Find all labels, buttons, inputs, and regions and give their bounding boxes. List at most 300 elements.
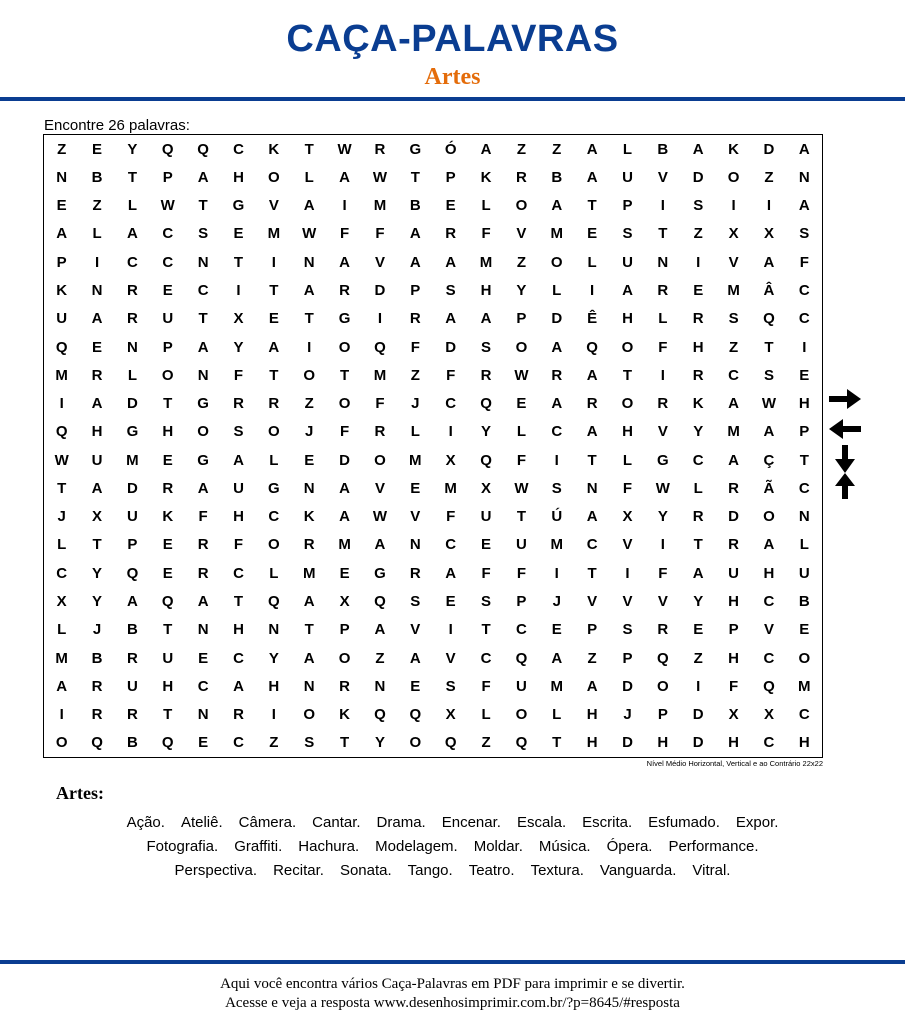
grid-cell[interactable]: F bbox=[233, 536, 244, 554]
grid-cell[interactable]: E bbox=[445, 197, 456, 215]
grid-cell[interactable]: A bbox=[91, 395, 103, 413]
grid-cell[interactable]: P bbox=[799, 423, 810, 441]
grid-cell[interactable]: N bbox=[268, 621, 280, 639]
grid-cell[interactable]: A bbox=[409, 253, 421, 271]
grid-cell[interactable]: L bbox=[552, 706, 562, 724]
grid-cell[interactable]: R bbox=[126, 649, 138, 667]
grid-cell[interactable]: Z bbox=[516, 140, 526, 158]
grid-cell[interactable]: P bbox=[622, 197, 633, 215]
grid-cell[interactable]: A bbox=[339, 508, 350, 526]
grid-cell[interactable]: L bbox=[587, 253, 597, 271]
grid-cell[interactable]: R bbox=[515, 168, 527, 186]
grid-cell[interactable]: O bbox=[338, 338, 351, 356]
grid-cell[interactable]: T bbox=[693, 536, 703, 554]
grid-cell[interactable]: C bbox=[480, 649, 492, 667]
grid-cell[interactable]: Q bbox=[161, 734, 174, 752]
grid-cell[interactable]: A bbox=[728, 451, 739, 469]
grid-cell[interactable]: Y bbox=[481, 423, 492, 441]
grid-cell[interactable]: R bbox=[233, 395, 244, 413]
grid-cell[interactable]: A bbox=[91, 479, 103, 497]
grid-cell[interactable]: V bbox=[657, 168, 668, 186]
grid-cell[interactable]: N bbox=[798, 168, 810, 186]
grid-cell[interactable]: Z bbox=[304, 395, 314, 413]
grid-cell[interactable]: V bbox=[445, 649, 456, 667]
grid-cell[interactable]: I bbox=[766, 197, 772, 215]
grid-cell[interactable]: N bbox=[197, 366, 209, 384]
grid-cell[interactable]: W bbox=[655, 479, 670, 497]
grid-cell[interactable]: N bbox=[126, 338, 138, 356]
grid-cell[interactable]: E bbox=[268, 310, 279, 328]
grid-cell[interactable]: Ê bbox=[587, 310, 598, 328]
grid-cell[interactable]: I bbox=[307, 338, 312, 356]
grid-cell[interactable]: A bbox=[409, 649, 421, 667]
grid-cell[interactable]: Ó bbox=[444, 140, 457, 158]
grid-cell[interactable]: N bbox=[409, 536, 421, 554]
grid-cell[interactable]: W bbox=[372, 508, 388, 526]
grid-cell[interactable]: I bbox=[802, 338, 807, 356]
grid-cell[interactable]: M bbox=[479, 253, 493, 271]
grid-cell[interactable]: O bbox=[303, 706, 316, 724]
grid-cell[interactable]: N bbox=[197, 253, 209, 271]
grid-cell[interactable]: A bbox=[303, 281, 315, 299]
grid-cell[interactable]: S bbox=[445, 281, 456, 299]
grid-cell[interactable]: Z bbox=[764, 168, 774, 186]
grid-cell[interactable]: E bbox=[410, 677, 421, 695]
grid-cell[interactable]: G bbox=[338, 310, 351, 328]
grid-cell[interactable]: D bbox=[126, 395, 138, 413]
grid-cell[interactable]: E bbox=[799, 621, 810, 639]
grid-cell[interactable]: A bbox=[551, 338, 563, 356]
grid-cell[interactable]: U bbox=[56, 310, 68, 328]
grid-cell[interactable]: R bbox=[268, 395, 280, 413]
grid-cell[interactable]: R bbox=[657, 395, 669, 413]
grid-cell[interactable]: N bbox=[303, 479, 315, 497]
grid-cell[interactable]: R bbox=[197, 564, 209, 582]
grid-cell[interactable]: A bbox=[197, 168, 209, 186]
grid-cell[interactable]: Q bbox=[91, 734, 103, 752]
grid-cell[interactable]: R bbox=[728, 536, 739, 554]
grid-cell[interactable]: I bbox=[377, 310, 383, 328]
grid-cell[interactable]: C bbox=[126, 253, 138, 271]
grid-cell[interactable]: P bbox=[516, 310, 527, 328]
grid-cell[interactable]: N bbox=[197, 621, 209, 639]
grid-cell[interactable]: L bbox=[693, 479, 703, 497]
grid-cell[interactable]: S bbox=[622, 225, 633, 243]
grid-cell[interactable]: K bbox=[728, 140, 739, 158]
grid-cell[interactable]: X bbox=[92, 508, 103, 526]
grid-cell[interactable]: C bbox=[586, 536, 598, 554]
grid-cell[interactable]: E bbox=[693, 621, 704, 639]
grid-cell[interactable]: R bbox=[586, 395, 598, 413]
grid-cell[interactable]: G bbox=[268, 479, 280, 497]
grid-cell[interactable]: N bbox=[657, 253, 669, 271]
grid-cell[interactable]: M bbox=[550, 225, 564, 243]
grid-cell[interactable]: C bbox=[162, 253, 174, 271]
grid-cell[interactable]: A bbox=[586, 366, 598, 384]
grid-cell[interactable]: Q bbox=[126, 564, 139, 582]
grid-cell[interactable]: Z bbox=[57, 140, 67, 158]
grid-cell[interactable]: V bbox=[728, 253, 739, 271]
grid-cell[interactable]: Y bbox=[374, 734, 385, 752]
grid-cell[interactable]: M bbox=[55, 649, 68, 667]
grid-cell[interactable]: R bbox=[233, 706, 244, 724]
grid-cell[interactable]: T bbox=[163, 621, 173, 639]
grid-cell[interactable]: W bbox=[302, 225, 317, 243]
grid-cell[interactable]: F bbox=[375, 395, 385, 413]
grid-cell[interactable]: Y bbox=[92, 592, 103, 610]
grid-cell[interactable]: P bbox=[587, 621, 598, 639]
grid-cell[interactable]: U bbox=[126, 677, 138, 695]
grid-cell[interactable]: H bbox=[268, 677, 280, 695]
grid-cell[interactable]: T bbox=[410, 168, 420, 186]
grid-cell[interactable]: A bbox=[268, 338, 280, 356]
grid-cell[interactable]: X bbox=[233, 310, 244, 328]
grid-cell[interactable]: R bbox=[551, 366, 563, 384]
grid-cell[interactable]: R bbox=[126, 706, 138, 724]
grid-cell[interactable]: H bbox=[233, 621, 244, 639]
grid-cell[interactable]: B bbox=[657, 140, 669, 158]
grid-cell[interactable]: P bbox=[657, 706, 668, 724]
grid-cell[interactable]: B bbox=[126, 734, 138, 752]
grid-cell[interactable]: M bbox=[727, 423, 740, 441]
grid-cell[interactable]: O bbox=[338, 395, 351, 413]
grid-cell[interactable]: M bbox=[409, 451, 422, 469]
grid-cell[interactable]: V bbox=[516, 225, 527, 243]
grid-cell[interactable]: Z bbox=[729, 338, 739, 356]
grid-cell[interactable]: A bbox=[197, 592, 209, 610]
grid-cell[interactable]: A bbox=[233, 677, 244, 695]
grid-cell[interactable]: Q bbox=[515, 649, 528, 667]
grid-cell[interactable]: I bbox=[554, 564, 559, 582]
grid-cell[interactable]: E bbox=[92, 338, 103, 356]
grid-cell[interactable]: D bbox=[728, 508, 739, 526]
grid-cell[interactable]: D bbox=[551, 310, 563, 328]
grid-cell[interactable]: M bbox=[302, 564, 316, 582]
grid-cell[interactable]: P bbox=[127, 536, 138, 554]
grid-cell[interactable]: Q bbox=[161, 140, 174, 158]
grid-cell[interactable]: D bbox=[692, 168, 704, 186]
grid-cell[interactable]: A bbox=[798, 140, 810, 158]
grid-cell[interactable]: F bbox=[233, 366, 244, 384]
grid-cell[interactable]: H bbox=[728, 734, 739, 752]
grid-cell[interactable]: M bbox=[727, 281, 740, 299]
grid-cell[interactable]: H bbox=[728, 649, 739, 667]
grid-cell[interactable]: V bbox=[587, 592, 598, 610]
grid-cell[interactable]: N bbox=[798, 508, 810, 526]
grid-cell[interactable]: O bbox=[798, 649, 811, 667]
grid-cell[interactable]: T bbox=[57, 479, 67, 497]
grid-cell[interactable]: I bbox=[271, 706, 276, 724]
grid-cell[interactable]: L bbox=[410, 423, 420, 441]
grid-cell[interactable]: C bbox=[233, 649, 244, 667]
grid-cell[interactable]: T bbox=[304, 140, 314, 158]
grid-cell[interactable]: N bbox=[374, 677, 386, 695]
grid-cell[interactable]: O bbox=[515, 706, 528, 724]
grid-cell[interactable]: A bbox=[445, 310, 457, 328]
grid-cell[interactable]: Q bbox=[197, 140, 209, 158]
grid-cell[interactable]: T bbox=[233, 592, 244, 610]
grid-cell[interactable]: I bbox=[342, 197, 347, 215]
grid-cell[interactable]: M bbox=[550, 677, 564, 695]
grid-cell[interactable]: R bbox=[480, 366, 492, 384]
grid-cell[interactable]: L bbox=[799, 536, 809, 554]
grid-cell[interactable]: R bbox=[657, 281, 669, 299]
grid-cell[interactable]: T bbox=[340, 734, 350, 752]
grid-cell[interactable]: C bbox=[728, 366, 739, 384]
grid-cell[interactable]: A bbox=[409, 225, 421, 243]
grid-cell[interactable]: T bbox=[92, 536, 102, 554]
grid-cell[interactable]: Q bbox=[657, 649, 669, 667]
grid-cell[interactable]: E bbox=[162, 451, 173, 469]
grid-cell[interactable]: T bbox=[587, 451, 597, 469]
grid-cell[interactable]: T bbox=[587, 564, 597, 582]
grid-cell[interactable]: Y bbox=[233, 338, 244, 356]
grid-cell[interactable]: U bbox=[162, 310, 174, 328]
grid-cell[interactable]: L bbox=[57, 536, 67, 554]
grid-cell[interactable]: A bbox=[56, 677, 68, 695]
grid-cell[interactable]: A bbox=[763, 423, 775, 441]
grid-cell[interactable]: H bbox=[233, 168, 244, 186]
grid-cell[interactable]: C bbox=[445, 395, 457, 413]
grid-cell[interactable]: A bbox=[126, 592, 138, 610]
grid-cell[interactable]: E bbox=[481, 536, 492, 554]
grid-cell[interactable]: T bbox=[481, 621, 491, 639]
grid-cell[interactable]: C bbox=[162, 225, 174, 243]
grid-cell[interactable]: E bbox=[92, 140, 103, 158]
grid-cell[interactable]: R bbox=[162, 479, 174, 497]
grid-cell[interactable]: I bbox=[448, 423, 453, 441]
grid-cell[interactable]: H bbox=[728, 592, 739, 610]
grid-cell[interactable]: S bbox=[410, 592, 421, 610]
grid-cell[interactable]: L bbox=[481, 197, 491, 215]
grid-cell[interactable]: O bbox=[338, 649, 351, 667]
grid-cell[interactable]: E bbox=[445, 592, 456, 610]
grid-cell[interactable]: A bbox=[551, 395, 563, 413]
grid-cell[interactable]: V bbox=[763, 621, 774, 639]
grid-cell[interactable]: P bbox=[410, 281, 421, 299]
grid-cell[interactable]: D bbox=[622, 734, 633, 752]
grid-cell[interactable]: O bbox=[515, 197, 528, 215]
grid-cell[interactable]: I bbox=[271, 253, 276, 271]
grid-cell[interactable]: L bbox=[304, 168, 314, 186]
grid-cell[interactable]: C bbox=[197, 677, 209, 695]
grid-cell[interactable]: O bbox=[303, 366, 316, 384]
grid-cell[interactable]: J bbox=[57, 508, 66, 526]
grid-cell[interactable]: C bbox=[197, 281, 209, 299]
grid-cell[interactable]: Q bbox=[409, 706, 422, 724]
grid-cell[interactable]: M bbox=[267, 225, 281, 243]
grid-cell[interactable]: R bbox=[303, 536, 315, 554]
grid-cell[interactable]: V bbox=[268, 197, 279, 215]
grid-cell[interactable]: E bbox=[516, 395, 527, 413]
grid-cell[interactable]: A bbox=[445, 564, 457, 582]
grid-cell[interactable]: P bbox=[56, 253, 67, 271]
grid-cell[interactable]: C bbox=[763, 592, 775, 610]
grid-cell[interactable]: R bbox=[374, 423, 386, 441]
grid-cell[interactable]: T bbox=[552, 734, 562, 752]
grid-cell[interactable]: C bbox=[798, 281, 810, 299]
grid-cell[interactable]: C bbox=[56, 564, 68, 582]
grid-cell[interactable]: L bbox=[269, 564, 279, 582]
grid-cell[interactable]: A bbox=[339, 168, 350, 186]
grid-cell[interactable]: Q bbox=[55, 338, 68, 356]
grid-cell[interactable]: C bbox=[233, 564, 244, 582]
grid-cell[interactable]: B bbox=[91, 168, 103, 186]
grid-cell[interactable]: N bbox=[197, 706, 209, 724]
grid-cell[interactable]: T bbox=[233, 253, 244, 271]
grid-cell[interactable]: U bbox=[798, 564, 810, 582]
grid-cell[interactable]: E bbox=[693, 281, 704, 299]
grid-cell[interactable]: R bbox=[91, 706, 103, 724]
grid-cell[interactable]: H bbox=[480, 281, 492, 299]
grid-cell[interactable]: Y bbox=[657, 508, 668, 526]
grid-cell[interactable]: O bbox=[268, 423, 280, 441]
grid-cell[interactable]: Z bbox=[269, 734, 279, 752]
grid-cell[interactable]: L bbox=[57, 621, 67, 639]
grid-cell[interactable]: T bbox=[127, 168, 137, 186]
grid-cell[interactable]: E bbox=[551, 621, 562, 639]
grid-cell[interactable]: P bbox=[445, 168, 456, 186]
grid-cell[interactable]: O bbox=[550, 253, 563, 271]
grid-cell[interactable]: W bbox=[372, 168, 388, 186]
grid-cell[interactable]: Z bbox=[410, 366, 420, 384]
grid-cell[interactable]: V bbox=[374, 253, 385, 271]
grid-cell[interactable]: A bbox=[445, 253, 457, 271]
grid-cell[interactable]: J bbox=[305, 423, 314, 441]
grid-cell[interactable]: A bbox=[91, 310, 103, 328]
grid-cell[interactable]: X bbox=[728, 225, 739, 243]
grid-cell[interactable]: A bbox=[763, 536, 775, 554]
grid-cell[interactable]: A bbox=[622, 281, 633, 299]
grid-cell[interactable]: Q bbox=[480, 451, 492, 469]
grid-cell[interactable]: M bbox=[373, 366, 387, 384]
grid-cell[interactable]: Q bbox=[480, 395, 492, 413]
grid-cell[interactable]: S bbox=[763, 366, 774, 384]
grid-cell[interactable]: Z bbox=[552, 140, 562, 158]
grid-cell[interactable]: F bbox=[446, 366, 456, 384]
grid-cell[interactable]: D bbox=[126, 479, 138, 497]
grid-cell[interactable]: R bbox=[374, 140, 386, 158]
grid-cell[interactable]: T bbox=[340, 366, 350, 384]
grid-cell[interactable]: D bbox=[374, 281, 386, 299]
grid-cell[interactable]: H bbox=[586, 734, 598, 752]
grid-cell[interactable]: I bbox=[696, 253, 701, 271]
grid-cell[interactable]: X bbox=[445, 451, 456, 469]
grid-cell[interactable]: O bbox=[161, 366, 174, 384]
grid-cell[interactable]: U bbox=[162, 649, 174, 667]
grid-cell[interactable]: M bbox=[550, 536, 564, 554]
grid-cell[interactable]: R bbox=[692, 508, 704, 526]
grid-cell[interactable]: H bbox=[692, 338, 704, 356]
grid-cell[interactable]: E bbox=[410, 479, 421, 497]
grid-cell[interactable]: A bbox=[551, 649, 563, 667]
grid-cell[interactable]: O bbox=[727, 168, 740, 186]
grid-cell[interactable]: S bbox=[481, 338, 492, 356]
grid-cell[interactable]: I bbox=[59, 395, 64, 413]
grid-cell[interactable]: M bbox=[338, 536, 351, 554]
grid-cell[interactable]: A bbox=[197, 338, 209, 356]
grid-cell[interactable]: N bbox=[586, 479, 598, 497]
grid-cell[interactable]: C bbox=[515, 621, 527, 639]
grid-cell[interactable]: P bbox=[622, 649, 633, 667]
grid-cell[interactable]: T bbox=[198, 310, 208, 328]
grid-cell[interactable]: A bbox=[374, 621, 386, 639]
grid-cell[interactable]: K bbox=[303, 508, 315, 526]
grid-cell[interactable]: T bbox=[304, 310, 314, 328]
grid-cell[interactable]: Q bbox=[444, 734, 457, 752]
grid-cell[interactable]: I bbox=[448, 621, 453, 639]
grid-cell[interactable]: V bbox=[410, 621, 421, 639]
grid-cell[interactable]: R bbox=[409, 564, 421, 582]
grid-cell[interactable]: X bbox=[622, 508, 633, 526]
grid-cell[interactable]: I bbox=[660, 366, 665, 384]
grid-cell[interactable]: E bbox=[198, 649, 209, 667]
grid-cell[interactable]: K bbox=[56, 281, 68, 299]
grid-cell[interactable]: A bbox=[233, 451, 244, 469]
grid-cell[interactable]: V bbox=[622, 592, 633, 610]
grid-cell[interactable]: W bbox=[54, 451, 69, 469]
grid-cell[interactable]: U bbox=[622, 168, 633, 186]
grid-cell[interactable]: E bbox=[198, 734, 209, 752]
grid-cell[interactable]: Ã bbox=[763, 479, 775, 497]
grid-cell[interactable]: M bbox=[55, 366, 68, 384]
grid-cell[interactable]: Q bbox=[374, 338, 386, 356]
grid-cell[interactable]: D bbox=[622, 677, 633, 695]
grid-cell[interactable]: F bbox=[481, 564, 491, 582]
grid-cell[interactable]: A bbox=[303, 197, 315, 215]
grid-cell[interactable]: Q bbox=[763, 677, 775, 695]
grid-cell[interactable]: I bbox=[625, 564, 630, 582]
grid-cell[interactable]: R bbox=[409, 310, 421, 328]
grid-cell[interactable]: H bbox=[798, 734, 810, 752]
grid-cell[interactable]: E bbox=[339, 564, 350, 582]
grid-cell[interactable]: H bbox=[622, 423, 633, 441]
grid-cell[interactable]: A bbox=[586, 508, 598, 526]
grid-cell[interactable]: L bbox=[658, 310, 668, 328]
grid-cell[interactable]: E bbox=[587, 225, 598, 243]
grid-cell[interactable]: J bbox=[623, 706, 632, 724]
grid-cell[interactable]: R bbox=[197, 536, 209, 554]
grid-cell[interactable]: X bbox=[728, 706, 739, 724]
grid-cell[interactable]: A bbox=[303, 649, 315, 667]
grid-cell[interactable]: F bbox=[446, 508, 456, 526]
grid-cell[interactable]: X bbox=[481, 479, 492, 497]
grid-cell[interactable]: S bbox=[728, 310, 739, 328]
grid-cell[interactable]: O bbox=[621, 338, 634, 356]
grid-cell[interactable]: F bbox=[481, 225, 491, 243]
grid-cell[interactable]: A bbox=[480, 140, 492, 158]
grid-cell[interactable]: Y bbox=[268, 649, 279, 667]
grid-cell[interactable]: O bbox=[197, 423, 209, 441]
grid-cell[interactable]: T bbox=[163, 706, 173, 724]
grid-cell[interactable]: R bbox=[692, 310, 704, 328]
grid-cell[interactable]: L bbox=[622, 451, 633, 469]
grid-cell[interactable]: A bbox=[339, 479, 350, 497]
grid-cell[interactable]: Y bbox=[516, 281, 527, 299]
grid-cell[interactable]: H bbox=[91, 423, 103, 441]
grid-cell[interactable]: I bbox=[59, 706, 64, 724]
grid-cell[interactable]: C bbox=[445, 536, 457, 554]
grid-cell[interactable]: R bbox=[91, 677, 103, 695]
grid-cell[interactable]: Z bbox=[587, 649, 597, 667]
grid-cell[interactable]: M bbox=[126, 451, 139, 469]
grid-cell[interactable]: F bbox=[658, 564, 668, 582]
grid-cell[interactable]: K bbox=[162, 508, 174, 526]
grid-cell[interactable]: F bbox=[516, 451, 526, 469]
grid-cell[interactable]: H bbox=[763, 564, 775, 582]
grid-cell[interactable]: L bbox=[622, 140, 633, 158]
grid-cell[interactable]: U bbox=[622, 253, 633, 271]
